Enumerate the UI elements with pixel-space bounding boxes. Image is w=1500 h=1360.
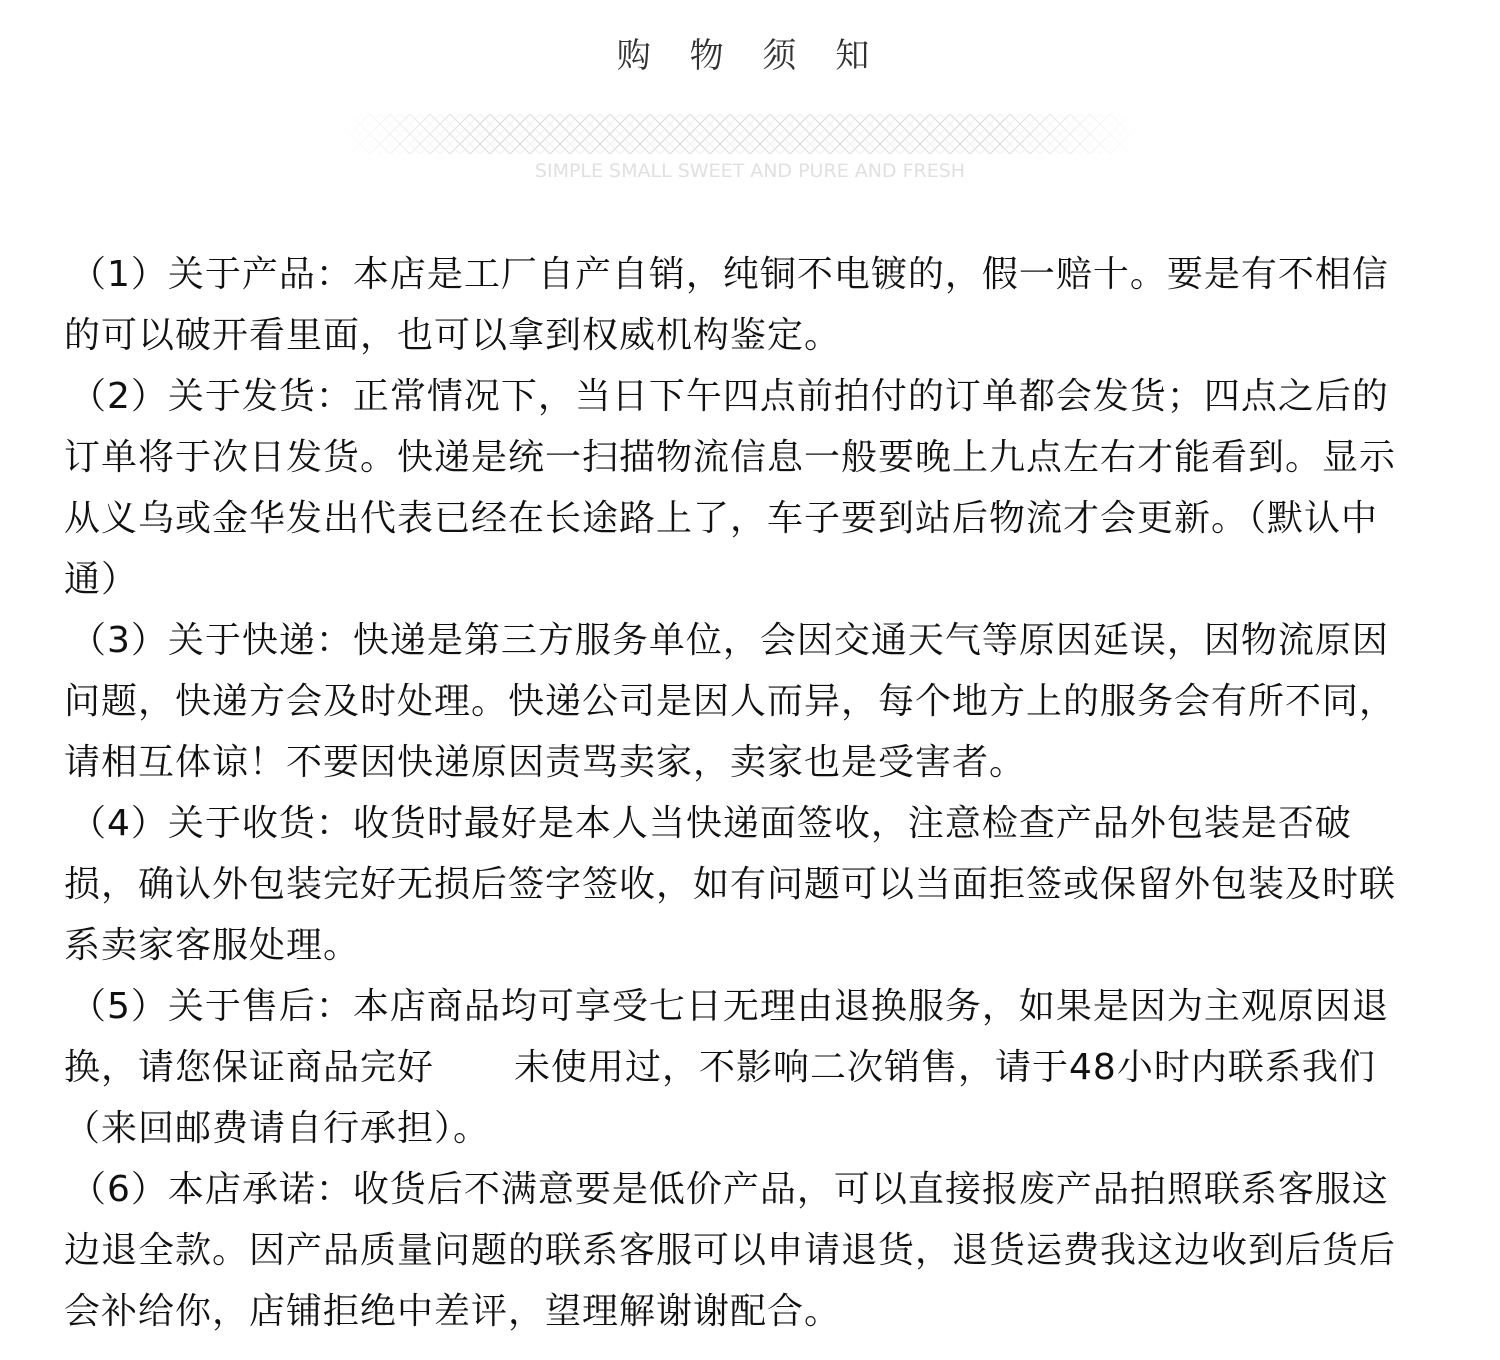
notice-text: 本店承诺：收货后不满意要是低价产品，可以直接报废产品拍照联系客服这边退全款。因产品质量问题的联系客服可以申请退货，退货运费我这边收到后货后会补给你，店铺拒绝中差评，望理解谢谢配合。 — [64, 1169, 1397, 1332]
notice-text: 关于快递：快递是第三方服务单位，会因交通天气等原因延误，因物流原因问题，快递方会及时处理。快递公司是因人而异，每个地方上的服务会有所不同，请相互体谅！不要因快递原因责骂卖家，卖家也是受害者。 — [64, 620, 1397, 783]
notice-number: （3） — [70, 620, 168, 661]
notice-number: （1） — [70, 254, 168, 295]
notice-number: （5） — [70, 986, 168, 1027]
notice-item-3 — [64, 610, 1414, 793]
notice-number: （4） — [70, 803, 168, 844]
notice-item-6 — [64, 1159, 1414, 1342]
notice-item-2 — [64, 366, 1414, 610]
notice-text: 关于发货：正常情况下，当日下午四点前拍付的订单都会发货；四点之后的订单将于次日发货。快递是统一扫描物流信息一般要晚上九点左右才能看到。显示从义乌或金华发出代表已经在长途路上了，车子要到站后物流才会更新。（默认中通） — [64, 376, 1397, 600]
notice-text: 关于产品：本店是工厂自产自销，纯铜不电镀的，假一赔十。要是有不相信的可以破开看里面，也可以拿到权威机构鉴定。 — [64, 254, 1389, 356]
notice-number: （2） — [70, 376, 168, 417]
decorative-lattice-banner — [340, 114, 1140, 154]
notice-item-1 — [64, 244, 1414, 366]
page-subtitle: SIMPLE SMALL SWEET AND PURE AND FRESH — [534, 160, 966, 182]
notice-text-part-1: 关于售后：本店商品均可享受七日无理由退换服务，如果是因为主观原因退换，请您保证商品完好 — [64, 986, 1389, 1088]
notice-item-5 — [64, 976, 1414, 1159]
notice-text-part-2: 未使用过，不影响二次销售，请于48小时内联系我们（来回邮费请自行承担）。 — [64, 1047, 1376, 1149]
notice-item-4 — [64, 793, 1414, 976]
notice-number: （6） — [70, 1169, 168, 1210]
notice-list — [64, 244, 1414, 1342]
page-title: 购 物 须 知 — [616, 36, 884, 76]
notice-text: 关于收货：收货时最好是本人当快递面签收，注意检查产品外包装是否破损，确认外包装完好无损后签字签收，如有问题可以当面拒签或保留外包装及时联系卖家客服处理。 — [64, 803, 1397, 966]
